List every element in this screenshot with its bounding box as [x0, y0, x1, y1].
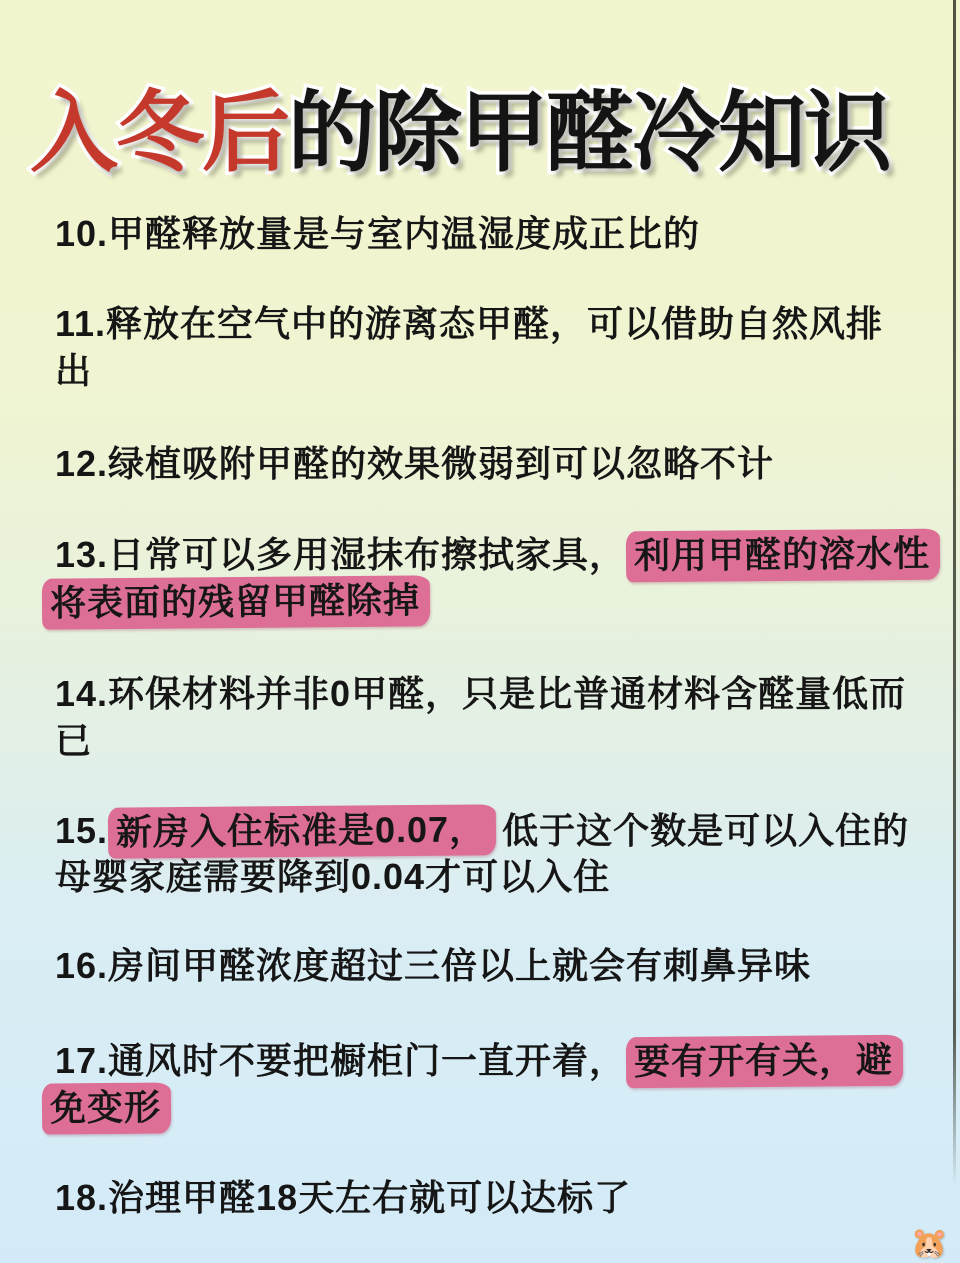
- title-highlight-part: 入冬后: [30, 82, 289, 182]
- item-line: [55, 440, 922, 487]
- item-line: [55, 347, 922, 394]
- text-segment: 16.房间甲醛浓度超过三倍以上就会有刺鼻异味: [55, 945, 812, 986]
- list-item-7: [55, 942, 922, 989]
- item-line: [55, 1036, 922, 1083]
- list-item-5: [55, 670, 922, 764]
- list-item-1: [55, 210, 922, 257]
- highlighted-text: 新房入住标准是0.07，: [108, 804, 497, 858]
- list-item-8: [49, 1036, 922, 1130]
- poster-title: [30, 82, 891, 182]
- highlighted-text: 将表面的残留甲醛除掉: [42, 575, 430, 629]
- item-line: [55, 942, 922, 989]
- text-segment: 17.通风时不要把橱柜门一直开着，: [55, 1040, 627, 1081]
- highlighted-text: 免变形: [42, 1082, 171, 1134]
- list-item-2: [55, 300, 922, 394]
- list-item-9: [55, 1174, 922, 1221]
- item-line: [55, 300, 922, 347]
- list-item-6: [55, 806, 922, 900]
- text-segment: 13.日常可以多用湿抹布擦拭家具，: [55, 534, 627, 575]
- text-segment: 低于这个数是可以入住的: [502, 810, 910, 851]
- list-item-4: [49, 530, 931, 624]
- item-line: [55, 853, 922, 900]
- item-line: [55, 717, 922, 764]
- item-line: [55, 806, 922, 853]
- text-segment: 出: [55, 350, 93, 391]
- text-segment: 18.治理甲醛18天左右就可以达标了: [55, 1177, 632, 1218]
- item-line: [55, 530, 931, 577]
- text-segment: 14.环保材料并非0甲醛，只是比普通材料含醛量低而: [55, 673, 907, 714]
- list-item-3: [55, 440, 922, 487]
- text-segment: 10.甲醛释放量是与室内温湿度成正比的: [55, 213, 701, 254]
- item-line: [49, 1083, 922, 1130]
- text-segment: 11.释放在空气中的游离态甲醛，可以借助自然风排: [55, 303, 884, 344]
- page-edge-line: [953, 0, 956, 1263]
- text-segment: 母婴家庭需要降到0.04才可以入住: [55, 856, 611, 897]
- title-rest-part: 的除甲醛冷知识: [288, 82, 891, 182]
- item-line: [49, 577, 922, 624]
- item-line: [55, 210, 922, 257]
- item-line: [55, 1174, 922, 1221]
- highlighted-text: 利用甲醛的溶水性: [626, 529, 940, 583]
- item-line: [55, 670, 922, 717]
- highlighted-text: 要有开有关，避: [626, 1035, 903, 1088]
- text-segment: 12.绿植吸附甲醛的效果微弱到可以忽略不计: [55, 443, 775, 484]
- text-segment: 15.: [55, 810, 109, 851]
- hamster-icon: 🐹: [910, 1227, 948, 1260]
- text-segment: 已: [55, 720, 93, 761]
